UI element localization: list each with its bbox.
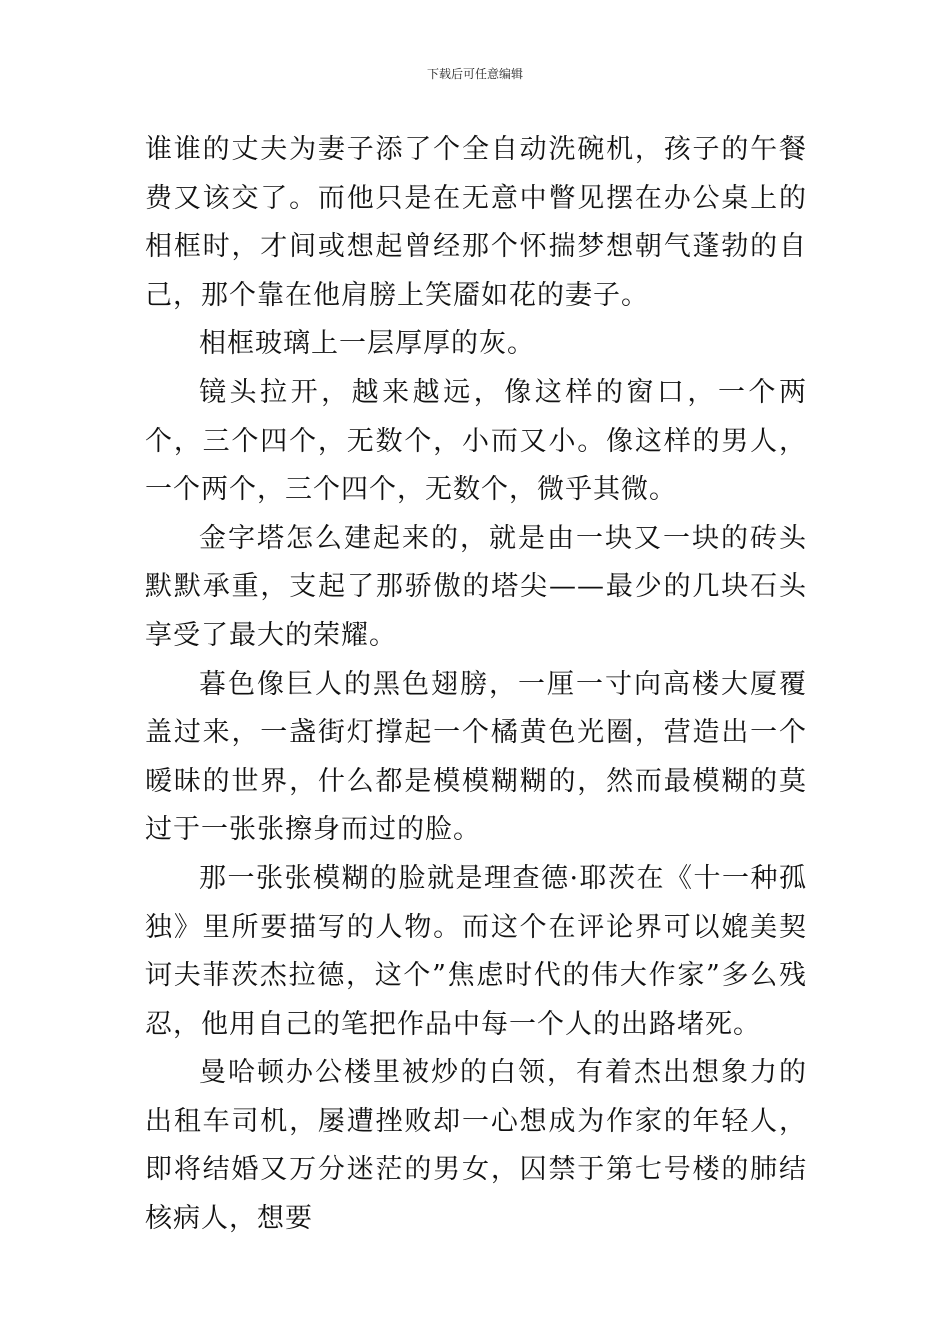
paragraph-3: 镜头拉开，越来越远，像这样的窗口，一个两个，三个四个，无数个，小而又小。像这样的男人，一个两个，三个四个，无数个，微乎其微。 bbox=[145, 376, 807, 506]
paragraph-7: 曼哈顿办公楼里被炒的白领，有着杰出想象力的出租车司机，屡遭挫败却一心想成为作家的年轻人，即将结婚又万分迷茫的男女，囚禁于第七号楼的肺结核病人，想要 bbox=[145, 1057, 807, 1235]
paragraph-2: 相框玻璃上一层厚厚的灰。 bbox=[199, 328, 535, 360]
paragraph-1: 谁谁的丈夫为妻子添了个全自动洗碗机，孩子的午餐费又该交了。而他只是在无意中瞥见摆在办公桌上的相框时，才间或想起曾经那个怀揣梦想朝气蓬勃的自己，那个靠在他肩膀上笑靥如花的妻子。 bbox=[145, 134, 807, 311]
paragraph-6: 那一张张模糊的脸就是理查德·耶茨在《十一种孤独》里所要描写的人物。而这个在评论界可以媲美契诃夫菲茨杰拉德，这个”焦虑时代的伟大作家”多么残忍，他用自己的笔把作品中每一个人的出路堵死。 bbox=[145, 862, 807, 1040]
paragraph-5: 暮色像巨人的黑色翅膀，一厘一寸向高楼大厦覆盖过来，一盏街灯撑起一个橘黄色光圈，营造出一个暧昧的世界，什么都是模模糊糊的，然而最模糊的莫过于一张张擦身而过的脸。 bbox=[145, 668, 807, 846]
body-text bbox=[145, 126, 807, 1244]
page-header: 下载后可任意编辑 bbox=[426, 67, 523, 81]
paragraph-4: 金字塔怎么建起来的，就是由一块又一块的砖头默默承重，支起了那骄傲的塔尖——最少的几块石头享受了最大的荣耀。 bbox=[145, 522, 807, 651]
